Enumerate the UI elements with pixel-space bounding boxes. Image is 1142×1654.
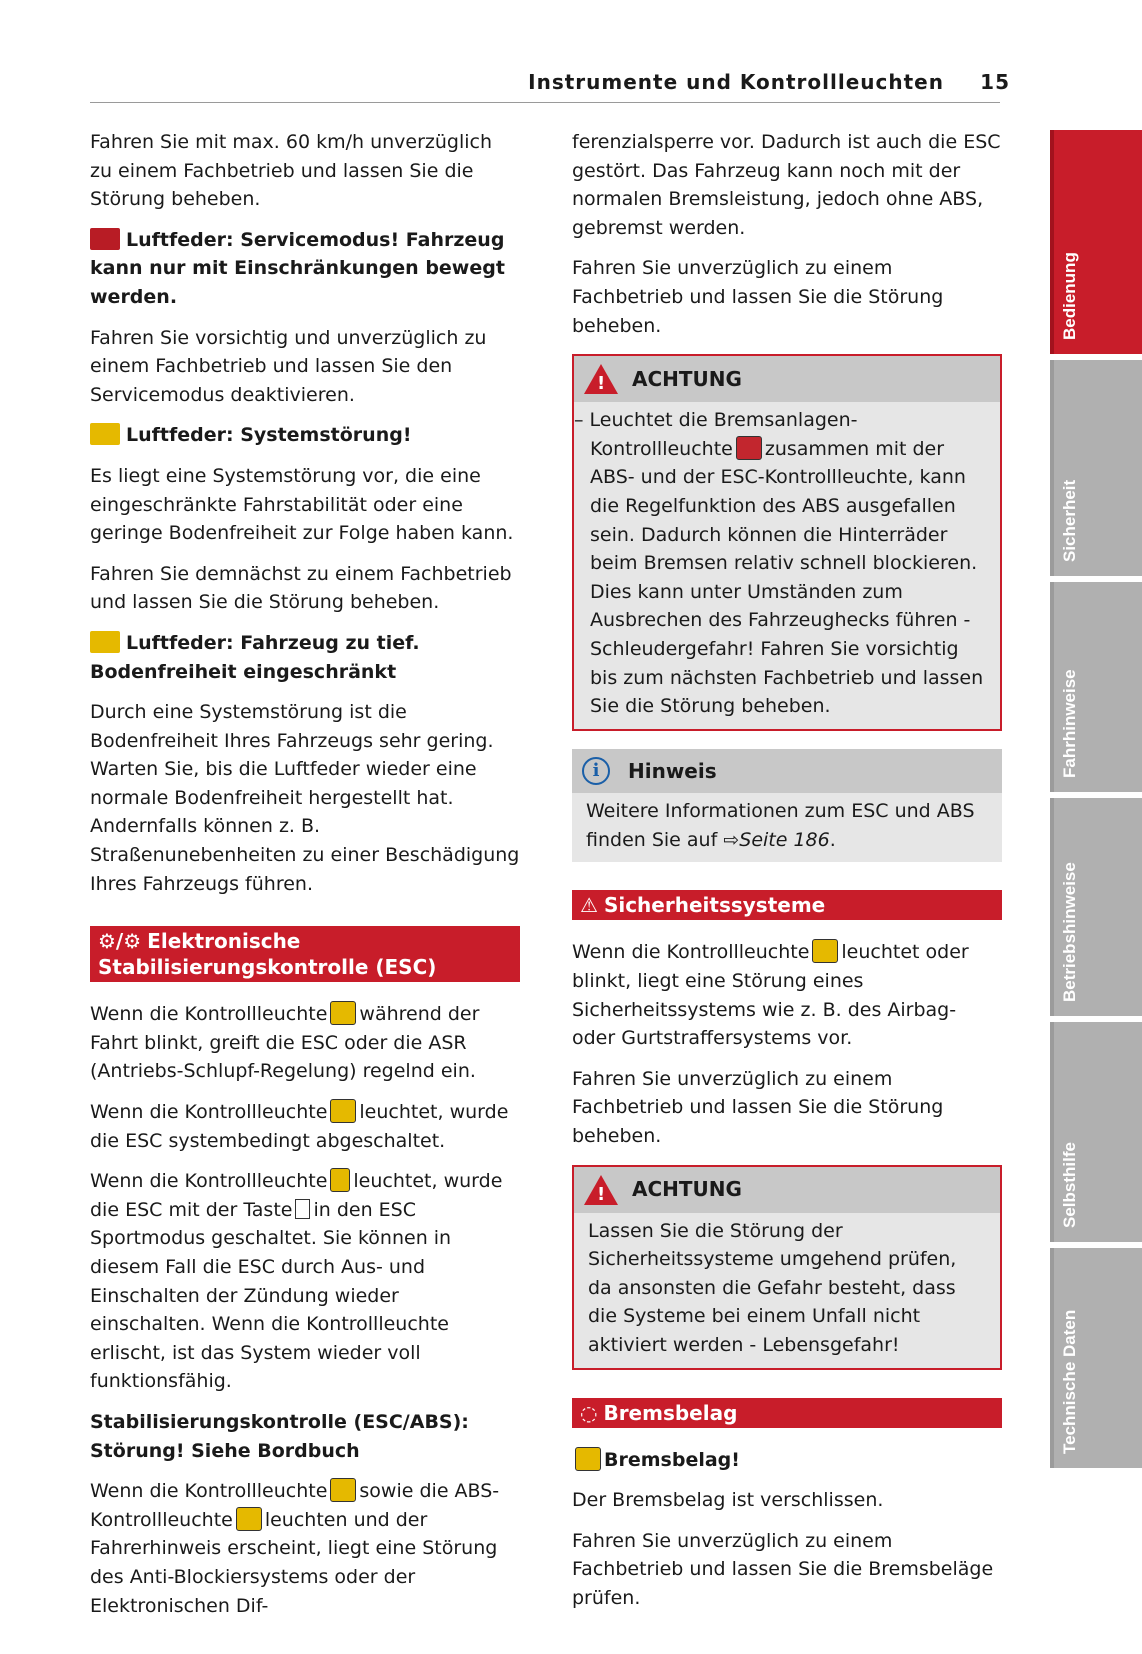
section-bar-safety bbox=[572, 890, 1002, 920]
page-number: 15 bbox=[980, 70, 1010, 94]
chapter-title: Instrumente und Kontrollleuchten bbox=[528, 70, 944, 94]
page-reference-link[interactable]: Seite 186 bbox=[739, 828, 830, 851]
subheading-text: Luftfeder: Systemstörung! bbox=[126, 424, 412, 447]
esc-off-icon bbox=[330, 1099, 356, 1123]
warning-triangle-icon bbox=[584, 364, 618, 394]
warning-text: – Leuchtet die Bremsanlagen-Kontrollleuchte zusammen mit der ABS- und der ESC-Kontrollleuchte, kann die Regelfunktion des ABS ausgefallen sein. Dadurch können die Hinterräder beim Bremsen relativ schnell blockieren. Dies kann unter Umständen zum Ausbrechen des Fahrzeughecks führen - Schleudergefahr! Fahren Sie vorsichtig bis zum nächsten Fachbetrieb und lassen Sie die Störung beheben. bbox=[574, 409, 984, 718]
arrow-right-icon: ⇨ bbox=[723, 828, 740, 851]
paragraph: ferenzialsperre vor. Dadurch ist auch die ESC gestört. Das Fahrzeug kann noch mit der normalen Bremsleistung, jedoch ohne ABS, gebremst werden. bbox=[572, 131, 1001, 239]
brake-system-warning-icon bbox=[736, 436, 762, 460]
paragraph: Fahren Sie unverzüglich zu einem Fachbetrieb und lassen Sie die Störung beheben. bbox=[572, 257, 944, 337]
warning-triangle-icon bbox=[584, 1175, 618, 1205]
right-column bbox=[572, 128, 1002, 1625]
paragraph: Wenn die Kontrollleuchte leuchtet oder blinkt, liegt eine Störung eines Sicherheitssystems wie z. B. des Airbag- oder Gurtstraffersystems vor. bbox=[572, 941, 969, 1050]
paragraph: Wenn die Kontrollleuchte leuchtet, wurde die ESC systembedingt abgeschaltet. bbox=[90, 1101, 509, 1152]
esc-button-icon bbox=[295, 1199, 310, 1219]
section-bar-brake bbox=[572, 1398, 1002, 1428]
paragraph: Wenn die Kontrollleuchte sowie die ABS-Kontrollleuchte leuchten und der Fahrerhinweis erscheint, liegt eine Störung des Anti-Blockiersystems oder der Elektronischen Dif- bbox=[90, 1480, 500, 1617]
paragraph: Fahren Sie unverzüglich zu einem Fachbetrieb und lassen Sie die Störung beheben. bbox=[572, 1067, 944, 1148]
subheading-text: Luftfeder: Servicemodus! Fahrzeug kann nur mit Einschränkungen bewegt werden. bbox=[90, 228, 505, 308]
subheading-text: Bremsbelag! bbox=[604, 1448, 740, 1471]
note-text: Weitere Informationen zum ESC und ABS finden Sie auf ⇨Seite 186. bbox=[586, 800, 975, 851]
warning-box bbox=[572, 1165, 1002, 1370]
paragraph: Der Bremsbelag ist verschlissen. bbox=[572, 1489, 884, 1512]
paragraph: Fahren Sie unverzüglich zu einem Fachbetrieb und lassen Sie die Bremsbeläge prüfen. bbox=[572, 1529, 994, 1609]
warning-title: ACHTUNG bbox=[632, 366, 742, 391]
abs-warning-icon bbox=[236, 1507, 262, 1531]
airbag-icon: ⚠ bbox=[580, 893, 598, 918]
tab-selbsthilfe[interactable]: Selbsthilfe bbox=[1050, 1022, 1142, 1242]
tab-sicherheit[interactable]: Sicherheit bbox=[1050, 360, 1142, 576]
air-suspension-red-icon bbox=[90, 228, 120, 250]
air-suspension-yellow-icon bbox=[90, 631, 120, 653]
warning-header bbox=[574, 1167, 1000, 1213]
section-bar-esc bbox=[90, 926, 520, 982]
warning-text: Lassen Sie die Störung der Sicherheitssysteme umgehend prüfen, da ansonsten die Gefahr besteht, dass die Systeme bei einem Unfall nicht aktiviert werden - Lebensgefahr! bbox=[588, 1219, 957, 1356]
info-icon: i bbox=[582, 757, 610, 785]
esc-warning-icon bbox=[330, 1001, 356, 1025]
paragraph: Fahren Sie vorsichtig und unverzüglich zu einem Fachbetrieb und lassen Sie den Servicemodus deaktivieren. bbox=[90, 326, 487, 406]
paragraph: Fahren Sie demnächst zu einem Fachbetrieb und lassen Sie die Störung beheben. bbox=[90, 562, 512, 614]
brake-pad-icon: ◌ bbox=[580, 1400, 598, 1425]
section-title: Bremsbelag bbox=[603, 1400, 738, 1425]
esc-icon: ⚙/⚙ bbox=[98, 929, 142, 954]
chapter-tabs bbox=[1050, 130, 1142, 1474]
section-title: Elektronische Stabilisierungskontrolle (ESC) bbox=[98, 929, 437, 980]
warning-title: ACHTUNG bbox=[632, 1177, 742, 1202]
paragraph: Wenn die Kontrollleuchte leuchtet, wurde die ESC mit der Taste in den ESC Sportmodus geschaltet. Sie können in diesem Fall die ESC durch Aus- und Einschalten der Zündung wieder einschalten. Wenn die Kontrollleuchte erlischt, ist das System wieder voll funktionsfähig. bbox=[90, 1170, 503, 1393]
subheading-airsuspension-low bbox=[90, 629, 520, 686]
esc-sport-icon bbox=[330, 1168, 350, 1192]
warning-box bbox=[572, 354, 1002, 731]
tab-technische-daten[interactable]: Technische Daten bbox=[1050, 1248, 1142, 1468]
air-suspension-yellow-icon bbox=[90, 423, 120, 445]
paragraph: Wenn die Kontrollleuchte während der Fahrt blinkt, greift die ESC oder die ASR (Antriebs-Schlupf-Regelung) regelnd ein. bbox=[90, 1003, 480, 1083]
subheading-brake-pad bbox=[572, 1446, 1002, 1475]
section-title: Sicherheitssysteme bbox=[603, 893, 826, 918]
tab-bedienung[interactable]: Bedienung bbox=[1050, 130, 1142, 354]
note-title: Hinweis bbox=[628, 758, 717, 783]
subheading-esc-abs-fault: Stabilisierungskontrolle (ESC/ABS): Störung! Siehe Bordbuch bbox=[90, 1410, 469, 1462]
paragraph: Durch eine Systemstörung ist die Bodenfreiheit Ihres Fahrzeugs sehr gering. Warten Sie, bis die Luftfeder wieder eine normale Bodenfreiheit hergestellt hat. Andernfalls können z. B. Straßenunebenheiten zu einer Beschädigung Ihres Fahrzeugs führen. bbox=[90, 701, 520, 895]
note-header bbox=[572, 749, 1002, 794]
warning-header bbox=[574, 356, 1000, 402]
paragraph: Es liegt eine Systemstörung vor, die eine eingeschränkte Fahrstabilität oder eine geringe Bodenfreiheit zur Folge haben kann. bbox=[90, 464, 514, 545]
esc-warning-icon bbox=[330, 1478, 356, 1502]
note-box bbox=[572, 749, 1002, 863]
page-header bbox=[90, 68, 1010, 103]
brake-pad-warning-icon bbox=[575, 1447, 601, 1471]
tab-fahrhinweise[interactable]: Fahrhinweise bbox=[1050, 582, 1142, 792]
subheading-airsuspension-fault bbox=[90, 421, 520, 450]
airbag-warning-icon bbox=[812, 939, 838, 963]
subheading-text: Luftfeder: Fahrzeug zu tief. Bodenfreiheit eingeschränkt bbox=[90, 631, 420, 683]
subheading-airsuspension-service bbox=[90, 226, 520, 312]
tab-betriebshinweise[interactable]: Betriebshinweise bbox=[1050, 798, 1142, 1016]
left-column bbox=[90, 128, 520, 1632]
paragraph: Fahren Sie mit max. 60 km/h unverzüglich zu einem Fachbetrieb und lassen Sie die Störung beheben. bbox=[90, 131, 493, 211]
